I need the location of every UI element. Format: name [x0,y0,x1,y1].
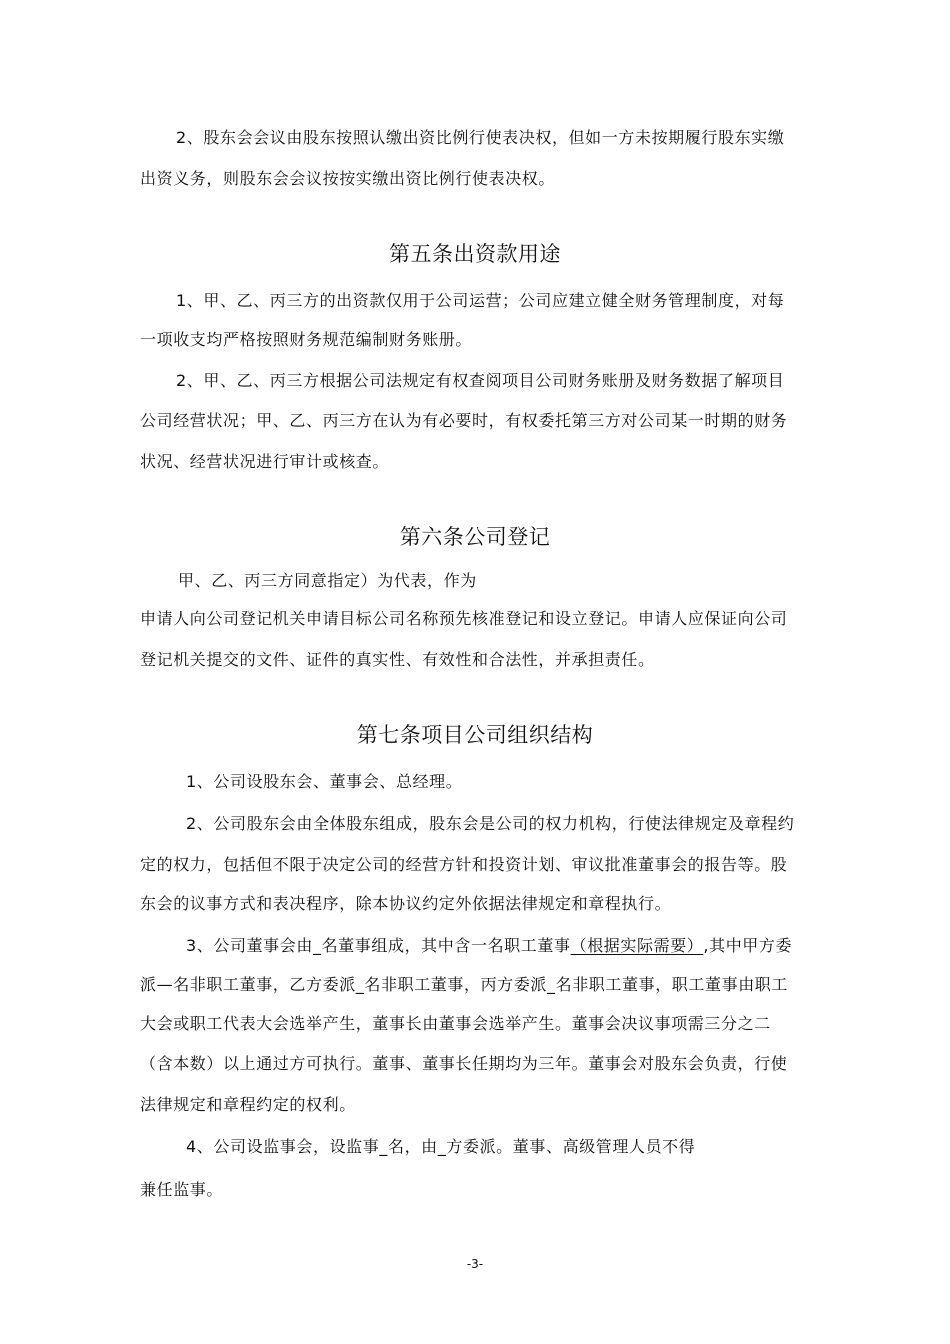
art6-p1-line3: 登记机关提交的文件、证件的真实性、有效性和合法性，并承担责任。 [140,650,655,669]
art5-p2-line3: 状况、经营状况进行审计或核查。 [140,452,390,471]
art5-p2-line2: 公司经营状况；甲、乙、丙三方在认为有必要时，有权委托第三方对公司某一时期的财务 [140,411,788,430]
art7-p3-line5: 法律规定和章程约定的权利。 [140,1095,356,1114]
art7-p3-line1 [186,935,792,957]
article-7-title: 第七条项目公司组织结构 [356,723,594,747]
art7-p2-line3: 东会的议事方式和表决程序，除本协议约定外依据法律规定和章程执行。 [140,894,672,913]
art7-p1: 1、公司设股东会、董事会、总经理。 [186,772,463,791]
art7-p3-underlined-note: （根据实际需要） [570,936,704,955]
art4-p2-line2: 出资义务，则股东会会议按按实缴出资比例行使表决权。 [140,169,556,188]
art7-p3-line1-end: ,其中甲方委 [703,936,793,955]
art6-p1-line2: 申请人向公司登记机关申请目标公司名称预先核准登记和设立登记。申请人应保证向公司 [140,609,788,628]
art7-p3-line1-start: 3、公司董事会由_名董事组成，其中含一名职工董事 [186,936,571,955]
article-6-title: 第六条公司登记 [399,525,551,549]
art7-p3-line4: （含本数）以上通过方可执行。董事、董事长任期均为三年。董事会对股东会负责，行使 [140,1054,788,1073]
article-5-title: 第五条出资款用途 [389,242,561,266]
art7-p2-line2: 定的权力，包括但不限于决定公司的经营方针和投资计划、审议批准董事会的报告等。股 [140,855,788,874]
art5-p1-line2: 一项收支均严格按照财务规范编制财务账册。 [140,330,473,349]
art7-p4-line1: 4、公司设监事会，设监事_名，由_方委派。董事、高级管理人员不得 [186,1137,696,1156]
art6-p1-line1: 甲、乙、丙三方同意指定）为代表，作为 [178,571,477,590]
art5-p1-line1: 1、甲、乙、丙三方的出资款仅用于公司运营；公司应建立健全财务管理制度，对每 [176,291,785,310]
art4-p2-line1: 2、股东会会议由股东按照认缴出资比例行使表决权，但如一方未按期履行股东实缴 [176,128,785,147]
art7-p4-line2: 兼任监事。 [140,1180,224,1199]
art5-p2-line1: 2、甲、乙、丙三方根据公司法规定有权查阅项目公司财务账册及财务数据了解项目 [176,371,785,390]
art7-p3-line3: 大会或职工代表大会选举产生，董事长由董事会选举产生。董事会决议事项需三分之二 [140,1014,771,1033]
page-number: -3- [466,1257,484,1271]
art7-p2-line1: 2、公司股东会由全体股东组成，股东会是公司的权力机构，行使法律规定及章程约 [186,814,795,833]
art7-p3-line2: 派—名非职工董事，乙方委派_名非职工董事，丙方委派_名非职工董事，职工董事由职工 [140,975,789,994]
